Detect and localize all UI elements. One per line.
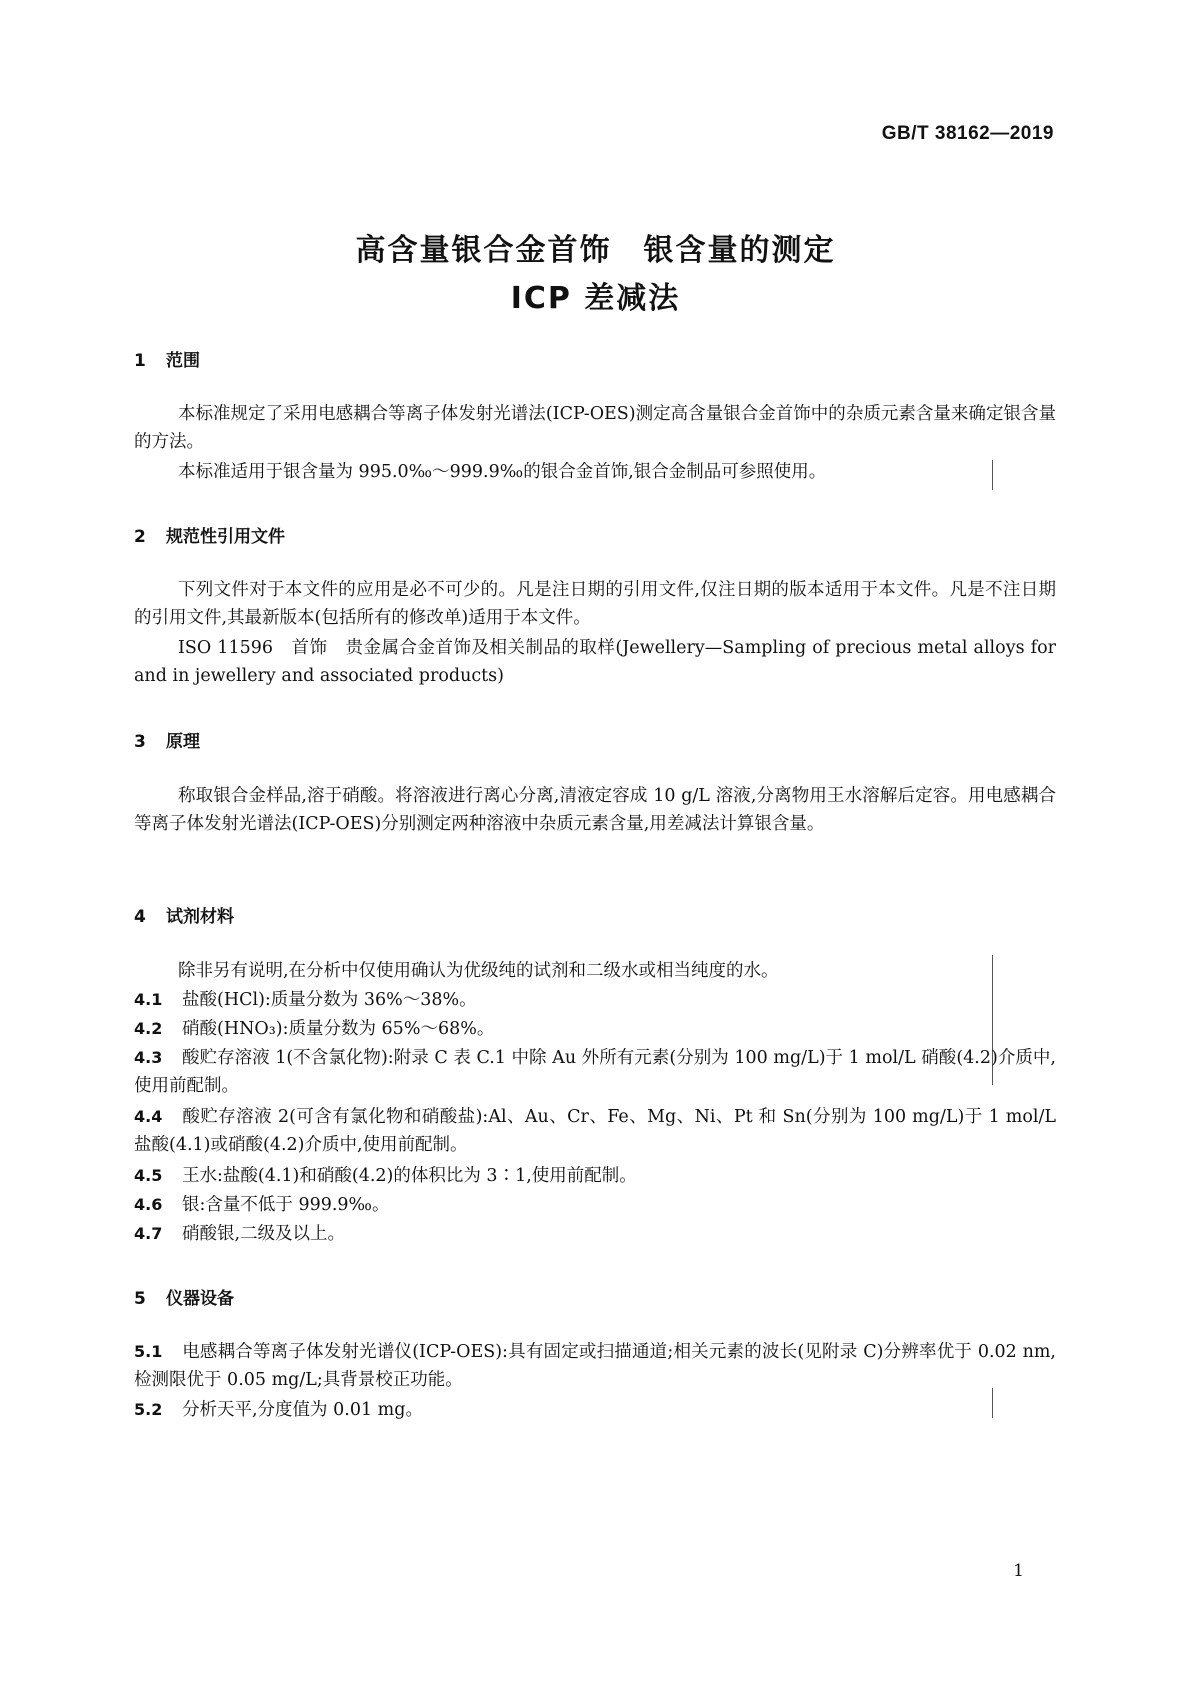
section-4-intro: 除非另有说明,在分析中仅使用确认为优级纯的试剂和二级水或相当纯度的水。 (178, 961, 779, 981)
section-2-reference: ISO 11596 首饰 贵金属合金首饰及相关制品的取样(Jewellery—Sampling of precious metal alloys for and in jewellery and associated products) (134, 638, 1056, 686)
clause-text: 硝酸(HNO₃):质量分数为 65%～68%。 (182, 1019, 495, 1039)
document-title-line1: 高含量银合金首饰 银含量的测定 (355, 233, 836, 268)
clause-text: 酸贮存溶液 2(可含有氯化物和硝酸盐):Al、Au、Cr、Fe、Mg、Ni、Pt 和 Sn(分别为 100 mg/L)于 1 mol/L 盐酸(4.1)或硝酸(4.2)介质中,使用前配制。 (134, 1107, 1056, 1155)
section-4-heading (134, 902, 234, 927)
section-number: 2 (134, 527, 146, 547)
section-5-heading (134, 1284, 234, 1309)
clause-5-1 (134, 1338, 1056, 1394)
clause-4-7 (134, 1220, 1056, 1248)
revision-bar (992, 1388, 993, 1418)
section-number: 5 (134, 1289, 146, 1309)
clause-number: 4.7 (134, 1224, 163, 1243)
clause-text: 王水:盐酸(4.1)和硝酸(4.2)的体积比为 3∶1,使用前配制。 (182, 1166, 637, 1186)
clause-5-2 (134, 1396, 1056, 1424)
section-number: 4 (134, 907, 146, 927)
section-1-paragraph-1: 本标准规定了采用电感耦合等离子体发射光谱法(ICP-OES)测定高含量银合金首饰中的杂质元素含量来确定银含量的方法。 (134, 404, 1056, 452)
section-title: 试剂材料 (166, 907, 234, 927)
clause-text: 电感耦合等离子体发射光谱仪(ICP-OES):具有固定或扫描通道;相关元素的波长(见附录 C)分辨率优于 0.02 nm,检测限优于 0.05 mg/L;具背景校正功能。 (134, 1342, 1056, 1390)
section-3-paragraph-1: 称取银合金样品,溶于硝酸。将溶液进行离心分离,清液定容成 10 g/L 溶液,分离物用王水溶解后定容。用电感耦合等离子体发射光谱法(ICP-OES)分别测定两种溶液中杂质元素含量,用差减法计算银含量。 (134, 786, 1056, 834)
section-3-heading (134, 727, 200, 752)
clause-4-2 (134, 1015, 1056, 1043)
clause-number: 5.1 (134, 1342, 163, 1361)
clause-number: 4.2 (134, 1019, 163, 1038)
section-number: 3 (134, 732, 146, 752)
clause-text: 分析天平,分度值为 0.01 mg。 (182, 1400, 423, 1420)
clause-number: 5.2 (134, 1400, 163, 1419)
section-2-heading (134, 522, 285, 547)
revision-bar (992, 460, 993, 490)
clause-4-4 (134, 1103, 1056, 1159)
section-title: 规范性引用文件 (166, 527, 285, 547)
clause-number: 4.3 (134, 1048, 163, 1067)
section-1-heading (134, 346, 200, 371)
clause-number: 4.5 (134, 1166, 163, 1185)
clause-text: 银:含量不低于 999.9‰。 (182, 1195, 390, 1215)
clause-4-5 (134, 1162, 1056, 1190)
clause-number: 4.4 (134, 1107, 163, 1126)
section-number: 1 (134, 351, 146, 371)
section-2-paragraph-1: 下列文件对于本文件的应用是必不可少的。凡是注日期的引用文件,仅注日期的版本适用于本文件。凡是不注日期的引用文件,其最新版本(包括所有的修改单)适用于本文件。 (134, 580, 1056, 628)
clause-text: 酸贮存溶液 1(不含氯化物):附录 C 表 C.1 中除 Au 外所有元素(分别为 100 mg/L)于 1 mol/L 硝酸(4.2)介质中,使用前配制。 (134, 1048, 1056, 1096)
section-title: 原理 (166, 732, 200, 752)
clause-4-3 (134, 1044, 1056, 1100)
clause-text: 盐酸(HCl):质量分数为 36%～38%。 (182, 990, 477, 1010)
clause-4-1 (134, 986, 1056, 1014)
page-number: 1 (1013, 1561, 1024, 1581)
section-title: 范围 (166, 351, 200, 371)
document-title-line2: ICP 差减法 (510, 281, 681, 316)
standard-code: GB/T 38162—2019 (881, 123, 1054, 144)
section-title: 仪器设备 (166, 1289, 234, 1309)
clause-number: 4.6 (134, 1195, 163, 1214)
section-1-paragraph-2: 本标准适用于银含量为 995.0‰～999.9‰的银合金首饰,银合金制品可参照使用。 (178, 462, 827, 482)
clause-number: 4.1 (134, 990, 163, 1009)
clause-4-6 (134, 1191, 1056, 1219)
clause-text: 硝酸银,二级及以上。 (182, 1224, 346, 1244)
